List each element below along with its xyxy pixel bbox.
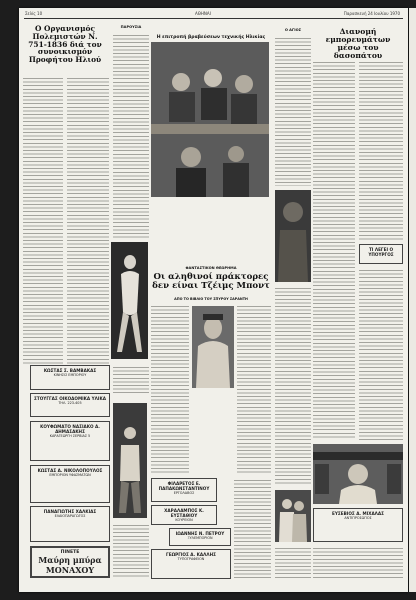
lead-body-col-a xyxy=(23,76,63,366)
ad-title: ΚΟΥΦΩΜΑΤΟ ΝΑΣΙΑΚΟ Α. ΔΗΜΑΣΑΚΗΣ xyxy=(40,424,100,434)
right-body-col-b-lower xyxy=(359,268,403,440)
ad-line: ΤΥΠΟΓΡΑΦΕΙΟΝ xyxy=(177,557,205,561)
ad-title: ΚΩΣΤΑΣ Σ. ΒΑΜΒΑΚΑΣ xyxy=(43,368,97,373)
minister-box-title: ΤΙ ΛΕΓΕΙ Ο ΥΠΟΥΡΓΟΣ xyxy=(368,247,394,257)
col4-body-lower xyxy=(275,286,311,486)
ad-title: ΣΤΟΥΓΓΑΣ ΟΙΚΟΔΟΜΙΚΑ ΥΛΙΚΑ xyxy=(34,396,106,401)
man-photo xyxy=(113,403,147,518)
ad-title: ΠΑΝΑΓΙΩΤΗΣ ΧΑΛΚΙΑΣ xyxy=(43,509,97,514)
ad-line: ΕΜΠΟΡΙΟΝ ΥΦΑΣΜΑΤΩΝ xyxy=(49,473,91,477)
header-rule xyxy=(24,18,403,19)
ad-line: ΚΟΥΡΕΙΟΝ xyxy=(175,518,193,522)
beer-ad xyxy=(30,546,110,578)
ad-box xyxy=(30,506,110,542)
col2-body-bottom xyxy=(113,523,149,578)
ad-box xyxy=(30,365,110,390)
center-body-col-a xyxy=(151,304,189,474)
right-headline: Διανομή εμπορευμάτων μέσω του δασοπάτου xyxy=(325,27,391,60)
couple-figures xyxy=(275,490,311,542)
right-body-bottom xyxy=(313,546,403,578)
ad-title: ΦΙΛΑΡΕΤΟΣ Ε. ΠΑΠΑΚΩΝΣΤΑΝΤΙΝΟΥ xyxy=(158,481,210,491)
center-section-tag: ΦΑΝΤΑΣΤΙΚΟΝ ΘΕΩΡΗΜΑ xyxy=(185,266,237,270)
beer-ad-title: Μαύρη μπύρα ΜΟΝΑΧΟΥ xyxy=(38,555,102,575)
minister-box xyxy=(359,244,403,264)
col2-body xyxy=(113,33,149,238)
col2-body-lower xyxy=(113,365,149,395)
ad-title: ΕΥΣΕΒΙΟΣ Α. ΜΙΧΑΛΑΣ xyxy=(331,511,385,516)
committee-scene xyxy=(151,42,269,197)
center-body-col-c xyxy=(237,304,271,474)
col4-label: Ο ΑΓΙΟΣ xyxy=(284,28,302,32)
ad-line: ΚΑΡΑΓΕΩΡΓΗ ΣΕΡΒΙΑΣ 5 xyxy=(49,434,91,438)
issue-date: Παρασκευή 24 Ιουλίου 1970 xyxy=(343,11,400,16)
center-headline: Οι αληθινοί πράκτορες δεν είναι Τζέιμς Μποντ xyxy=(152,272,270,292)
beer-ad-kicker: ΠΙΝΕΤΕ xyxy=(60,550,80,555)
dancer-figure xyxy=(111,242,148,359)
man-figure xyxy=(113,403,147,518)
newspaper-page xyxy=(19,8,408,592)
ad-title: ΚΩΣΤΑΣ Α. ΝΙΚΟΛΟΠΟΥΛΟΣ xyxy=(37,468,103,473)
col4-body xyxy=(275,36,311,186)
center-byline: ΑΠΟ ΤΟ ΒΙΒΛΙΟ ΤΟΥ ΣΠΥΡΟΥ ΣΑΡΑΝΤΗ xyxy=(174,297,248,301)
truck-scene xyxy=(313,444,403,504)
ad-title: ΧΑΡΑΛΑΜΠΟΣ Κ. ΕΥΣΤΑΘΙΟΥ xyxy=(164,508,204,518)
saint-icon-figure xyxy=(275,190,311,282)
dancer-photo xyxy=(111,242,148,359)
masthead: ΑΘΗΝΑΙ xyxy=(195,11,211,16)
col2-label: ΠΑΡΟΥΣΙΑ xyxy=(120,25,142,29)
col4-body-bottom xyxy=(275,546,311,578)
ad-box xyxy=(30,421,110,461)
ad-line: ΚΙΝΗΣΙΣ ΕΜΠΟΡΙΟΥ xyxy=(53,373,87,377)
next-page-edge xyxy=(409,8,416,592)
icon-photo xyxy=(275,190,311,282)
committee-photo xyxy=(151,42,269,197)
page-number: Σελίς 10 xyxy=(25,11,43,16)
ad-line: ΞΥΛΕΜΠΟΡΙΟΝ xyxy=(187,536,213,540)
ad-box xyxy=(151,505,217,525)
ad-title: ΙΩΑΝΝΗΣ Ν. ΠΕΤΡΟΥ xyxy=(175,531,225,536)
ad-line: ΤΗΛ. 223-405 xyxy=(58,401,82,405)
ad-box xyxy=(313,508,403,542)
ad-line: ΑΝΤΙΠΡΟΣΩΠΟΣ xyxy=(344,516,372,520)
ad-line: ΕΛΑΙΟΠΑΡΑΓΩΓΟΣ xyxy=(54,514,86,518)
right-body-col-b xyxy=(359,60,403,240)
lead-headline: Ο Οργανισμός Πολεμιστών Ν. 751-1836 διά τον συνοικισμόν Προφήτου Ηλιού xyxy=(28,24,102,65)
agent-photo xyxy=(192,306,234,388)
couple-photo xyxy=(275,490,311,542)
right-body-col-a xyxy=(313,60,355,440)
ad-box xyxy=(30,465,110,503)
ad-box xyxy=(169,528,231,546)
agent-figure xyxy=(192,306,234,388)
lead-body-col-b xyxy=(67,76,109,366)
center-photo-caption: Η επιτροπή βραβεύσεων τεχνικής Ηλικίας xyxy=(156,35,266,40)
ad-line: ΕΡΓΟΛΑΒΟΣ xyxy=(173,491,195,495)
truck-driver-photo xyxy=(313,444,403,504)
center-body-bottom xyxy=(234,478,271,578)
ad-box xyxy=(30,393,110,417)
ad-title: ΓΕΩΡΓΙΟΣ Α. ΚΑΛΛΗΣ xyxy=(166,552,216,557)
ad-box xyxy=(151,478,217,502)
ad-box xyxy=(151,549,231,579)
